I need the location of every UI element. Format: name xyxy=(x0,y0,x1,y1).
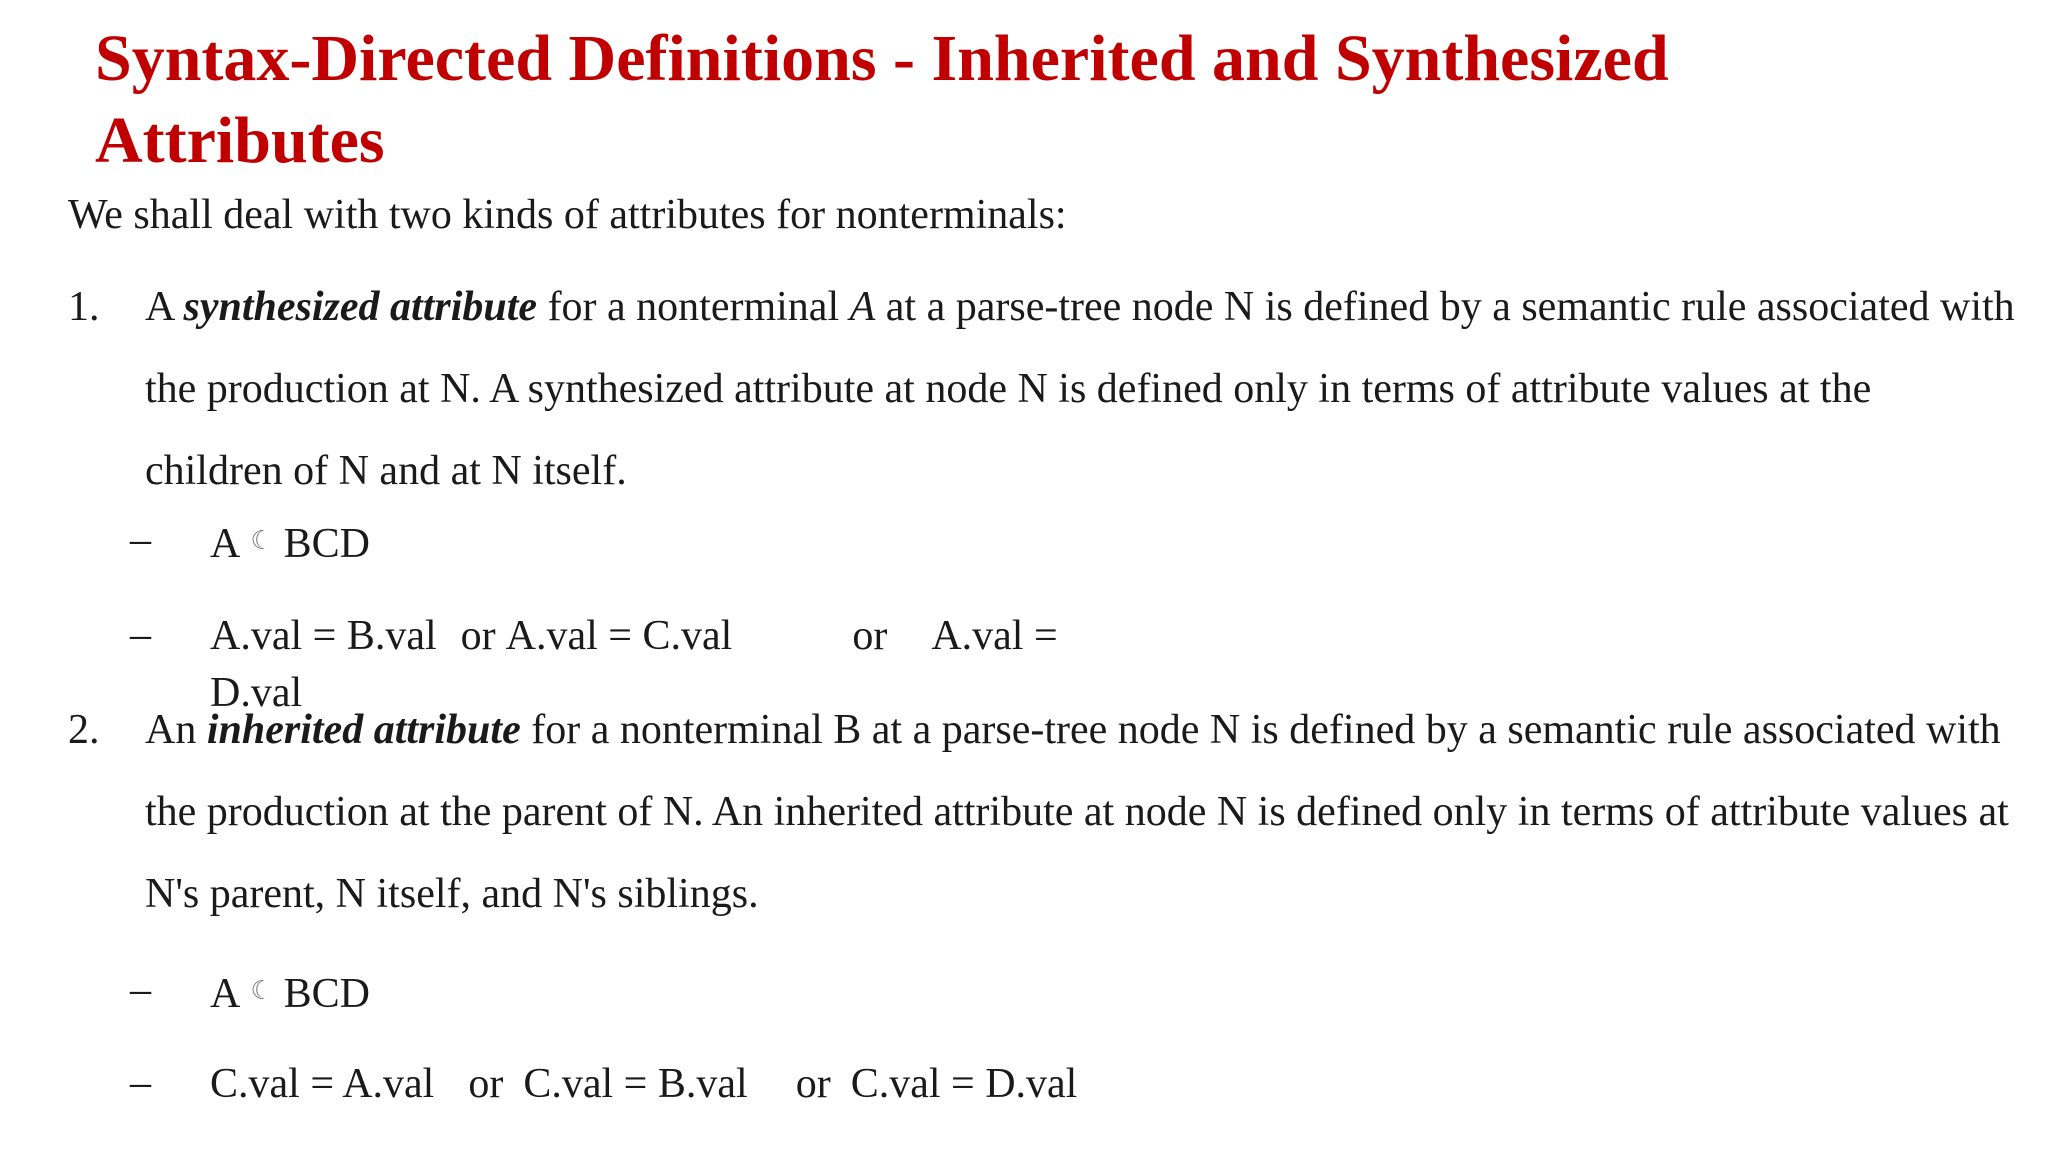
bullet-dash: – xyxy=(130,517,151,563)
rule-2-c: C.val = D.val xyxy=(850,1061,1078,1107)
item-1-paragraph xyxy=(145,266,2015,512)
production-arrow-icon: ☾ xyxy=(250,526,274,555)
rule-1-b: A.val = C.val xyxy=(505,613,733,659)
synthesized-attribute-term: synthesized attribute xyxy=(183,284,538,330)
rule-1-a: A.val = B.val xyxy=(210,613,437,659)
rule-2-b: C.val = B.val xyxy=(523,1061,748,1107)
rule-2-a: C.val = A.val xyxy=(210,1061,435,1107)
rule-1-continuation: D.val xyxy=(210,670,303,716)
item-2-number: 2. xyxy=(68,707,100,753)
item-1-prefix: A xyxy=(145,284,184,330)
bullet-dash: – xyxy=(130,967,151,1013)
production-arrow-icon: ☾ xyxy=(250,976,274,1005)
production-2 xyxy=(210,970,370,1015)
production-lhs: A xyxy=(210,971,241,1017)
rule-1-or-1: or xyxy=(460,613,496,659)
bullet-dash: – xyxy=(130,1060,151,1106)
bullet-dash: – xyxy=(130,612,151,658)
inherited-attribute-term: inherited attribute xyxy=(206,707,521,753)
slide-title: Syntax-Directed Definitions - Inherited and Synthesized Attributes xyxy=(95,22,1669,177)
item-2-text: for a nonterminal B at a parse-tree node N is defined by a semantic rule associated with the production at the parent of N. An inherited attribute at node N is defined only in terms of attribute values at N's parent, N itself, and N's siblings. xyxy=(145,707,2009,917)
production-rhs: BCD xyxy=(283,971,371,1017)
item-2-prefix: An xyxy=(145,707,207,753)
item-2-paragraph xyxy=(145,689,2015,935)
item-1-number: 1. xyxy=(68,284,100,330)
rule-1 xyxy=(210,615,1058,657)
item-1-text-a: for a nonterminal xyxy=(537,284,850,330)
rule-1-c: A.val = xyxy=(931,613,1058,659)
rule-1-or-2: or xyxy=(852,613,888,659)
item-1-text-b: at a parse-tree node N is defined by a semantic rule associated with the production at N. A synthesized attribute at node N is defined only in terms of attribute values at the children of N and at N itself. xyxy=(145,284,2015,494)
intro-text: We shall deal with two kinds of attributes for nonterminals: xyxy=(68,192,1067,238)
rule-2-or-2: or xyxy=(795,1061,831,1107)
production-1 xyxy=(210,520,370,565)
rule-2 xyxy=(210,1063,1077,1105)
production-lhs: A xyxy=(210,521,241,567)
production-rhs: BCD xyxy=(283,521,371,567)
nonterminal-a: A xyxy=(849,284,876,330)
rule-2-or-1: or xyxy=(468,1061,504,1107)
